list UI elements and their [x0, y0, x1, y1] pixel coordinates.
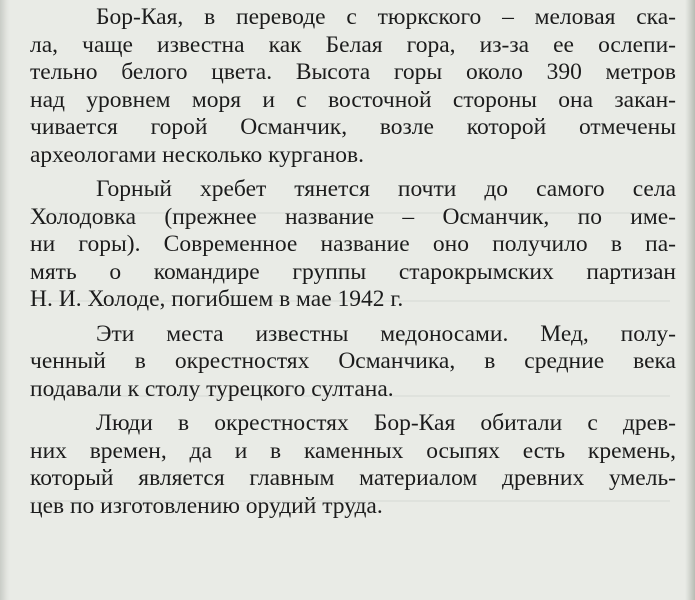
text-line: Н. И. Холоде, погибшем в мае 1942 г. — [30, 286, 404, 312]
text-line: Люди в окрестностях Бор-Кая обитали с древ- — [96, 410, 676, 436]
paragraph-bor-kaya — [30, 4, 676, 169]
text-line: тельно белого цвета. Высота горы около 390 метров — [30, 59, 676, 85]
text-line: Эти места известны медоносами. Мед, полу- — [96, 320, 676, 347]
page-left-edge-shadow — [0, 0, 10, 600]
page-right-edge-shadow — [685, 0, 695, 600]
text-line: ни горы). Современное название оно получило в па- — [30, 231, 676, 257]
paragraph-mountain-ridge — [30, 176, 676, 314]
paragraph-honey — [30, 321, 676, 404]
text-line: над уровнем моря и с восточной стороны она закан- — [30, 86, 676, 113]
text-line: чивается горой Османчик, возле которой отмечены — [30, 114, 676, 140]
text-line: ченный в окрестностях Османчика, в средние века — [30, 348, 676, 374]
document-page — [30, 4, 676, 520]
paragraph-ancient-people — [30, 410, 676, 520]
text-line: мять о командире группы старокрымских партизан — [30, 258, 676, 285]
text-line: Горный хребет тянется почти до самого села — [96, 176, 676, 202]
text-line: Холодовка (прежнее название – Османчик, по име- — [30, 203, 676, 230]
text-line: цев по изготовлению орудий труда. — [30, 492, 383, 519]
text-line: подавали к столу турецкого султана. — [30, 375, 394, 402]
text-line: археологами несколько курганов. — [30, 141, 365, 168]
text-line: Бор-Кая, в переводе с тюркского – меловая ска- — [96, 4, 676, 30]
text-line: них времен, да и в каменных осыпях есть кремень, — [30, 437, 676, 464]
text-line: который является главным материалом древних умель- — [30, 465, 676, 491]
text-line: ла, чаще известна как Белая гора, из-за ее ослепи- — [30, 31, 676, 58]
